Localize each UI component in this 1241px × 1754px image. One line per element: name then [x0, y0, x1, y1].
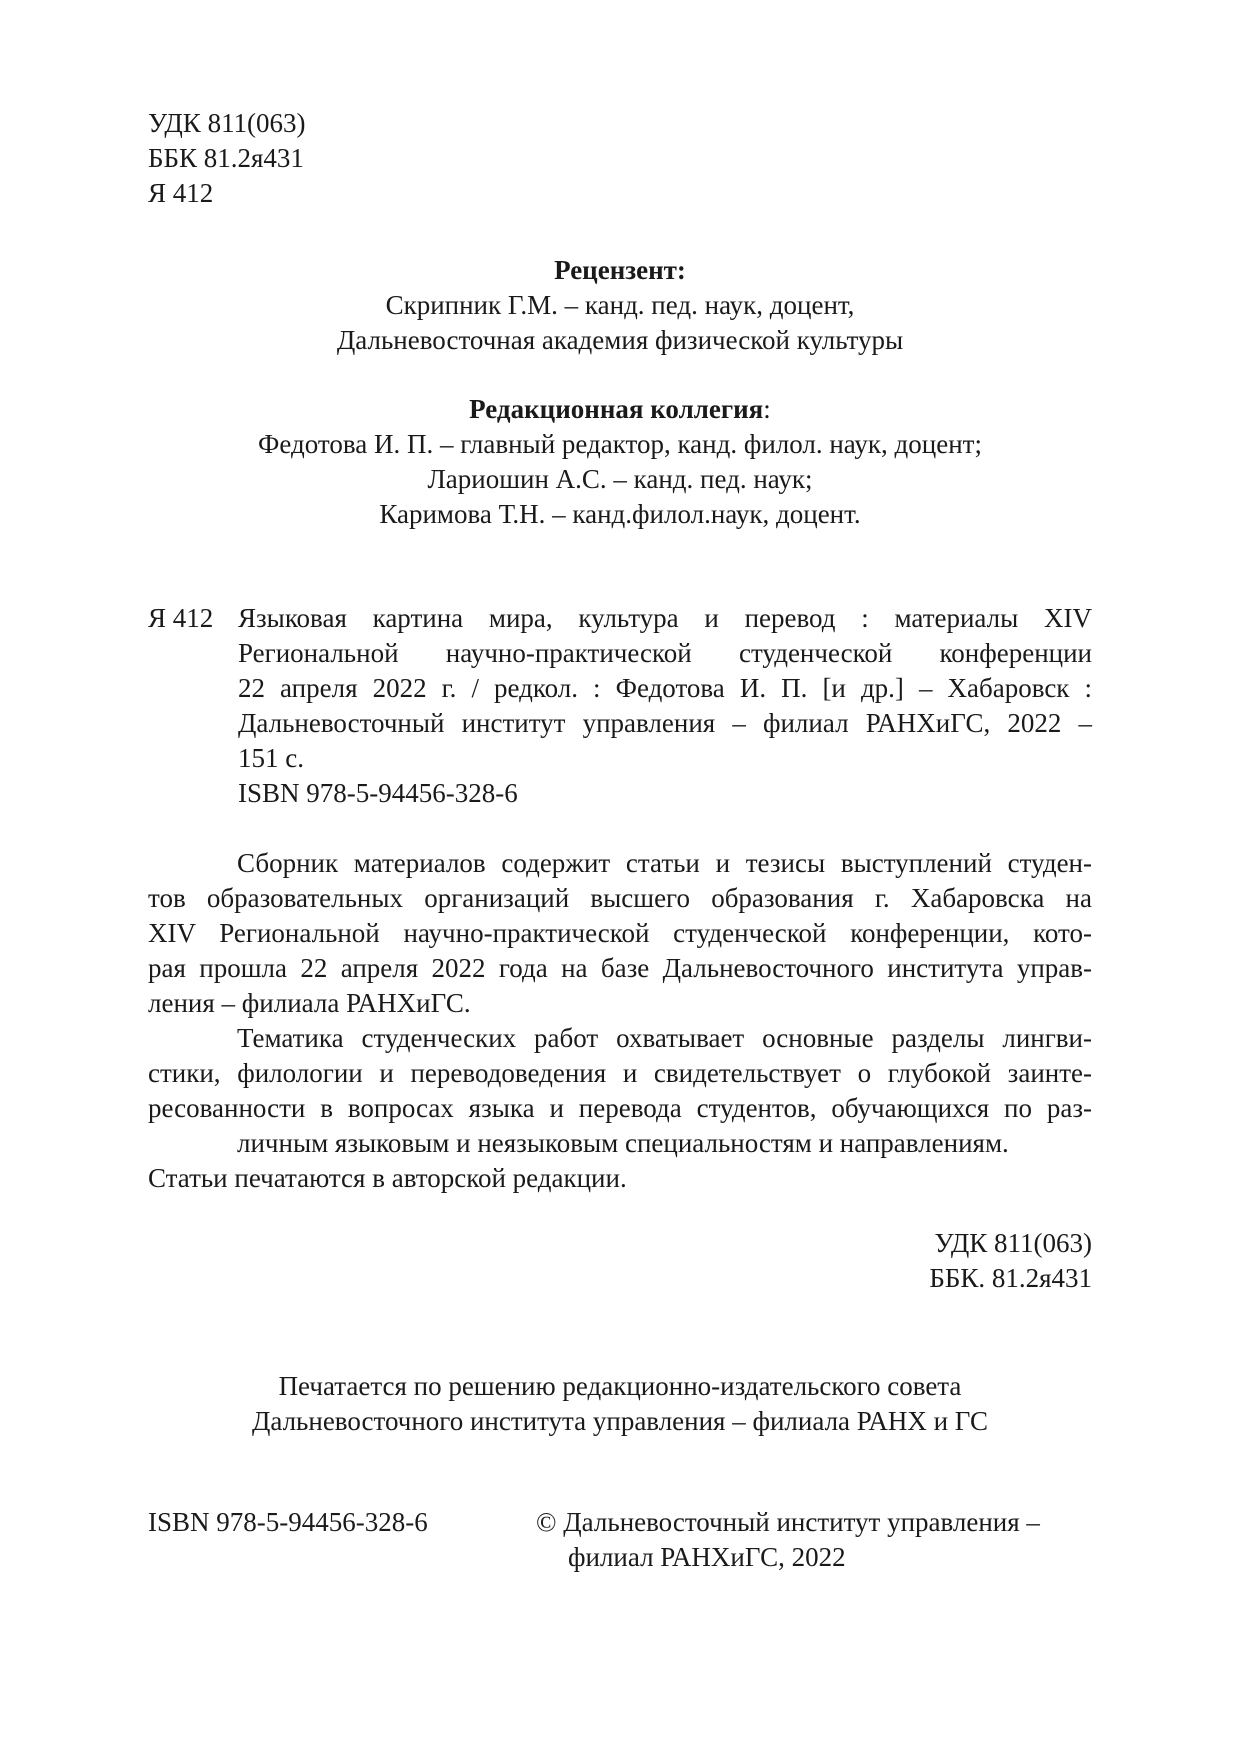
udk-code: УДК 811(063) [148, 108, 306, 138]
abstract-line: ления – филиала РАНХиГС. [148, 988, 471, 1018]
bbk-code: ББК 81.2я431 [148, 143, 304, 173]
editorial-board-member: Федотова И. П. – главный редактор, канд. филол. наук, доцент; [258, 429, 982, 459]
editorial-board-member: Лариошин А.С. – канд. пед. наук; [427, 464, 813, 494]
copyright-line: © Дальневосточный институт управления – [536, 1507, 1040, 1537]
bbk-code: ББК. 81.2я431 [929, 1263, 1092, 1293]
bibliographic-code: Я 412 [148, 603, 214, 633]
author-sign: Я 412 [148, 178, 214, 208]
copyright-notice [536, 1505, 1040, 1575]
abstract-line: рая прошла 22 апреля 2022 года на базе Дальневосточного института управ- [148, 953, 1092, 983]
abstract-section [148, 846, 1092, 1196]
print-approval-note [148, 1369, 1092, 1439]
bibliographic-line: 151 с. [238, 743, 304, 773]
abstract-line: тов образовательных организаций высшего образования г. Хабаровска на [148, 883, 1092, 913]
bibliographic-line: Региональной научно-практической студенческой конференции [238, 638, 1092, 668]
abstract-line: Сборник материалов содержит статьи и тезисы выступлений студен- [237, 848, 1092, 878]
reviewer-heading: Рецензент: [554, 255, 686, 285]
bibliographic-isbn: ISBN 978-5-94456-328-6 [238, 778, 518, 808]
editorial-board-section [148, 392, 1092, 532]
editorial-board-heading: Редакционная коллегия [469, 394, 764, 424]
copyright-line: филиал РАНХиГС, 2022 [568, 1542, 846, 1572]
abstract-note: Статьи печатаются в авторской редакции. [148, 1163, 627, 1193]
udk-code: УДК 811(063) [934, 1228, 1092, 1258]
classification-codes-top [148, 106, 306, 211]
bibliographic-line: 22 апреля 2022 г. / редкол. : Федотова И. П. [и др.] – Хабаровск : [238, 673, 1092, 703]
reviewer-line: Скрипник Г.М. – канд. пед. наук, доцент, [385, 290, 855, 320]
reviewer-section [148, 253, 1092, 358]
editorial-board-heading-line [148, 392, 1092, 427]
bibliographic-description [238, 601, 1092, 811]
print-note-line: Дальневосточного института управления – филиала РАНХ и ГС [251, 1406, 989, 1436]
print-note-line: Печатается по решению редакционно-издательского совета [278, 1371, 962, 1401]
editorial-board-member: Каримова Т.Н. – канд.филол.наук, доцент. [379, 499, 861, 529]
abstract-line: XIV Региональной научно-практической студенческой конференции, кото- [148, 918, 1092, 948]
footer-isbn: ISBN 978-5-94456-328-6 [148, 1507, 428, 1537]
abstract-line: ресованности в вопросах языка и перевода студентов, обучающихся по раз- [148, 1093, 1092, 1123]
reviewer-line: Дальневосточная академия физической культуры [336, 325, 904, 355]
abstract-line: стики, филологии и переводоведения и свидетельствует о глубокой заинте- [148, 1058, 1092, 1088]
editorial-board-heading-colon: : [763, 394, 771, 424]
abstract-line: Тематика студенческих работ охватывает основные разделы лингви- [237, 1023, 1092, 1053]
abstract-line: личным языковым и неязыковым специальностям и направлениям. [237, 1128, 1009, 1158]
bibliographic-line: Языковая картина мира, культура и перевод : материалы XIV [238, 603, 1092, 633]
classification-codes-bottom [929, 1226, 1092, 1296]
bibliographic-line: Дальневосточный институт управления – филиал РАНХиГС, 2022 – [238, 708, 1092, 738]
